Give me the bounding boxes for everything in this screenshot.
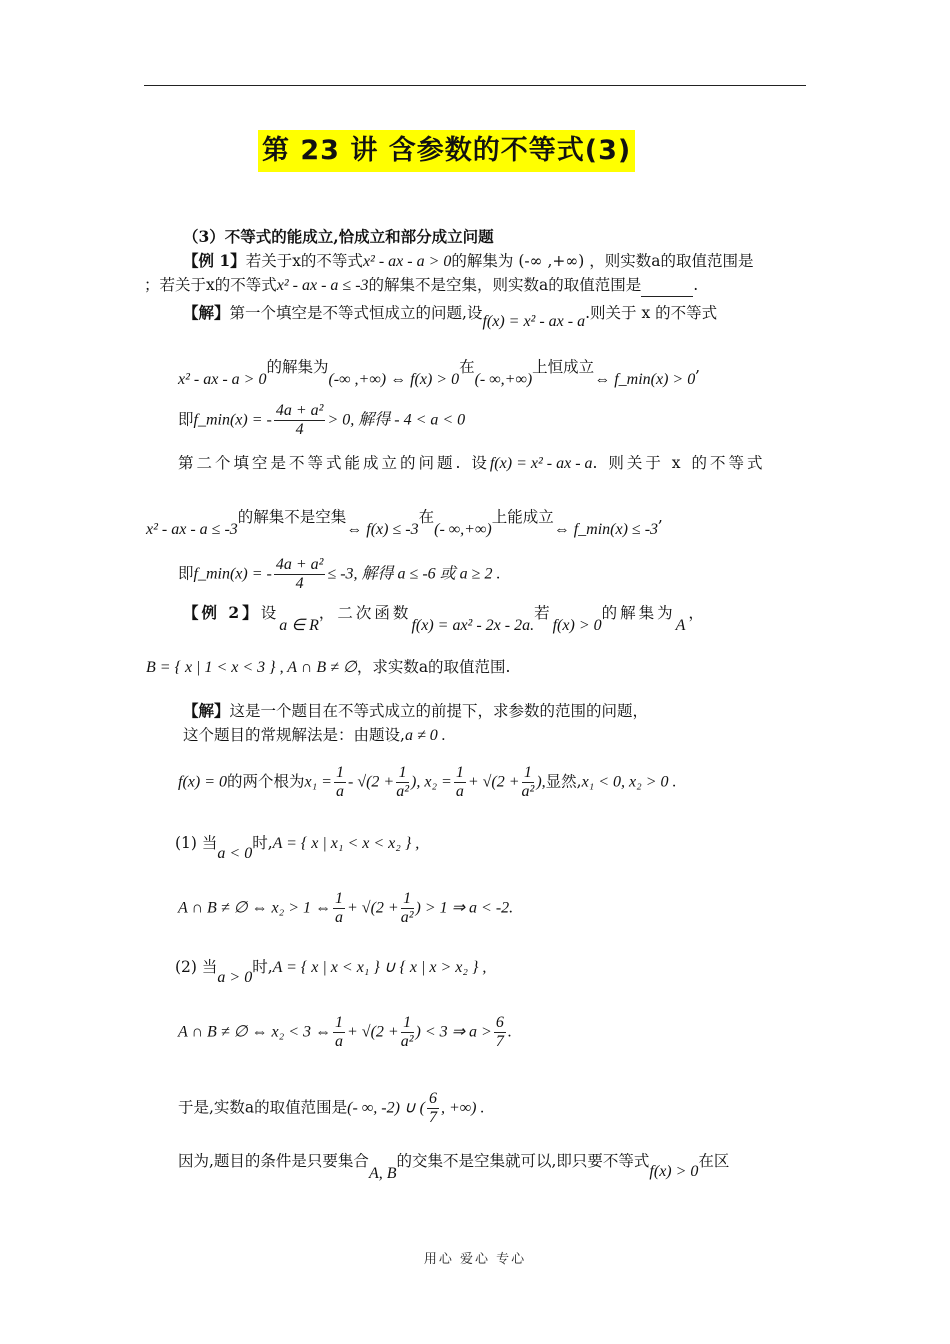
solution1-text2-end: , [695, 358, 701, 376]
case1-radical: + √(2 + [347, 899, 399, 917]
solution1-label: 【解】 [183, 303, 230, 322]
solution1-math2c: (- ∞,+∞) [474, 371, 533, 388]
example2-text1a: 设 [260, 604, 280, 622]
solution1-line2 [178, 356, 700, 391]
example2-math1b: f(x) = ax² - 2x - 2a. [411, 617, 535, 634]
example1-label: 【例 1】 [183, 251, 246, 270]
solution2-math3b: x₁ < 0, x₂ > 0 . [581, 773, 677, 791]
solution1-math1: f(x) = x² - ax - a [482, 313, 586, 330]
root-x1-inner-fraction [396, 764, 409, 801]
final-math-b: f(x) > 0 [649, 1163, 699, 1180]
case1-set: A = { x | x₁ < x < x₂ } , [272, 835, 420, 852]
solution1-line5 [146, 506, 663, 541]
solution1-fraction2 [274, 556, 326, 593]
solution1-frac1-den: 4 [295, 421, 304, 438]
solution1-text5-end: , [658, 508, 663, 526]
example2-text2: ，求实数a的取值范围. [356, 658, 511, 676]
example2-text1d: 的解集为 [601, 604, 676, 622]
solution1-math3b: > 0, 解得 - 4 < a < 0 [327, 411, 466, 429]
solution1-text2: 的解集为 [266, 358, 329, 376]
example1-text2-end: . [693, 276, 699, 294]
case2-result-den: 7 [495, 1033, 504, 1050]
example1-text1-tail: 的解集为 (-∞ ,+∞) ，则实数a的取值范围是 [451, 252, 754, 270]
case2-math-a: A ∩ B ≠ ∅ ⇔ x₂ < 3 ⇔ [178, 1023, 331, 1041]
root-x1-num: 1 [335, 764, 344, 781]
case1-condition: a < 0 [217, 845, 253, 862]
case1-when: 时, [252, 834, 273, 852]
example2-line1 [183, 602, 707, 637]
case2-set: A = { x | x < x₁ } ∪ { x | x > x₂ } , [272, 959, 487, 976]
solution1-math6a: f_min(x) = - [193, 565, 272, 583]
case1-num: 1 [335, 890, 343, 907]
case1-inner-den: a² [400, 909, 414, 926]
conclusion-den: 7 [428, 1109, 437, 1126]
example1-math2: x² - ax - a ≤ -3 [276, 277, 369, 294]
solution1-math4: f(x) = x² - ax - a [489, 455, 593, 472]
solution2-text3: 的两个根为 [227, 772, 305, 791]
solution1-math5b: ⇔ f(x) ≤ -3 [346, 521, 419, 538]
example1-text1: 若关于x的不等式 [245, 252, 363, 270]
case2-radical: + √(2 + [347, 1023, 399, 1041]
case1-label: (1) 当 [175, 834, 218, 852]
case2-fraction [333, 1014, 345, 1051]
root-x2-inner-fraction [522, 764, 535, 801]
conclusion-text: 于是,实数a的取值范围是 [178, 1098, 348, 1117]
solution1-prefix3: 即 [178, 410, 194, 429]
root-x1-fraction [334, 764, 346, 801]
solution1-math5c: (- ∞,+∞) [434, 521, 492, 538]
example2-math1a: a ∈ R [279, 617, 319, 634]
example2-math1d: A [675, 617, 689, 634]
case1-math-a: A ∩ B ≠ ∅ ⇔ x₂ > 1 ⇔ [178, 899, 331, 917]
solution2-math2: a ≠ 0 . [404, 727, 446, 744]
example1-line1 [183, 250, 753, 273]
example2-text1e: ， [688, 604, 707, 622]
example1-line2 [144, 274, 698, 297]
example2-line2 [146, 656, 510, 679]
example2-text1b: ，二次函数 [318, 604, 412, 622]
case1-inner-fraction [401, 890, 414, 927]
solution1-math3a: f_min(x) = - [193, 411, 272, 429]
case2-result-fraction [494, 1014, 506, 1051]
case2-when: 时, [252, 958, 273, 976]
conclusion-num: 6 [428, 1090, 437, 1107]
solution2-math3a: f(x) = 0 [178, 773, 227, 791]
conclusion-math-b: , +∞) . [440, 1099, 485, 1117]
case2-label: (2) 当 [175, 958, 218, 976]
solution2-line1 [183, 700, 648, 722]
solution1-text1-tail: .则关于 x 的不等式 [585, 304, 718, 322]
final-text: 因为,题目的条件是只要集合 [178, 1152, 369, 1170]
header-rule [144, 85, 806, 86]
solution1-text5: 的解集不是空集 [237, 508, 347, 526]
root-x1-radical: - √(2 + [347, 773, 395, 791]
conclusion-math-a: (- ∞, -2) ∪ ( [347, 1099, 425, 1117]
root-x2-inner-den: a² [521, 783, 535, 800]
solution1-math2a: x² - ax - a > 0 [178, 371, 267, 388]
root-x1-label: x₁ = [304, 773, 332, 791]
example2-label: 【例 2】 [183, 603, 261, 622]
case2-num: 1 [335, 1014, 343, 1031]
solution2-line3 [178, 764, 677, 801]
case2-line1 [175, 956, 486, 989]
solution2-text2: 这个题目的常规解法是：由题设, [183, 726, 405, 744]
case2-inner-fraction [401, 1014, 414, 1051]
case2-result-num: 6 [495, 1014, 504, 1031]
case2-den: a [335, 1033, 343, 1050]
solution1-text1: 第一个填空是不等式恒成立的问题,设 [229, 304, 483, 322]
conclusion-fraction [427, 1090, 439, 1127]
solution1-line4 [178, 452, 765, 475]
root-x1-den: a [335, 783, 344, 800]
solution1-frac2-den: 4 [295, 575, 304, 592]
case2-math-b: ) < 3 ⇒ a > [415, 1023, 492, 1041]
solution1-frac1-num: 4a + a² [275, 402, 324, 419]
case1-line2 [178, 890, 513, 927]
root-x1-inner-num: 1 [396, 764, 409, 783]
case1-den: a [335, 909, 343, 926]
root-x2-num: 1 [455, 764, 464, 781]
root-x2-inner-num: 1 [522, 764, 535, 783]
example2-text1c: 若 [534, 604, 553, 622]
solution1-text4: 第二个填空是不等式能成立的问题. 设 [178, 454, 490, 472]
page-footer: 用心 爱心 专心 [423, 1252, 527, 1267]
case1-inner-num: 1 [401, 890, 414, 909]
solution1-math5d: ⇔ f_min(x) ≤ -3 [553, 521, 659, 538]
solution1-fraction1 [274, 402, 326, 439]
root-x2-den: a [455, 783, 464, 800]
example2-math2: B = { x | 1 < x < 3 } , A ∩ B ≠ ∅ [146, 659, 357, 676]
example1-math1: x² - ax - a > 0 [362, 253, 452, 270]
solution1-math2b: (-∞ ,+∞) ⇔ f(x) > 0 [328, 371, 460, 388]
section-heading: （3）不等式的能成立,恰成立和部分成立问题 [183, 227, 494, 246]
case2-line2 [178, 1014, 512, 1051]
solution1-prefix6: 即 [178, 564, 194, 583]
solution1-math2d: ⇔ f_min(x) > 0 [594, 371, 696, 388]
solution1-line1 [183, 302, 717, 333]
final-line [178, 1150, 729, 1185]
solution1-text2c: 上恒成立 [532, 358, 595, 376]
solution1-math6b: ≤ -3, 解得 a ≤ -6 或 a ≥ 2 . [327, 565, 501, 583]
root-x2-fraction [454, 764, 466, 801]
example2-math1c: f(x) > 0 [552, 617, 602, 634]
root-x2-radical: + √(2 + [467, 773, 520, 791]
solution2-line2 [183, 724, 446, 747]
solution1-line3 [178, 402, 465, 439]
solution1-text4-tail: . 则关于 x 的不等式 [592, 454, 766, 472]
answer-blank [641, 280, 693, 297]
case2-end: . [507, 1023, 512, 1041]
case1-math-b: ) > 1 ⇒ a < -2. [415, 899, 514, 917]
final-text3: 在区 [698, 1152, 730, 1170]
example1-text2: ；若关于x的不等式 [144, 276, 277, 294]
case1-line1 [175, 832, 419, 865]
page-title: 第 23 讲 含参数的不等式(3) [258, 130, 635, 172]
root-x2-label: ), x₂ = [411, 773, 452, 791]
root-x1-inner-den: a² [396, 783, 410, 800]
final-text2: 的交集不是空集就可以,即只要不等式 [396, 1152, 650, 1170]
solution1-text2b: 在 [459, 358, 475, 376]
solution1-text5b: 在 [418, 508, 435, 526]
root-x2-end: ), [536, 773, 546, 791]
solution2-text3b: 显然, [545, 772, 582, 791]
case2-inner-num: 1 [401, 1014, 414, 1033]
final-math-a: A, B [368, 1165, 397, 1182]
solution1-text5c: 上能成立 [491, 508, 554, 526]
solution2-label: 【解】 [183, 701, 230, 720]
case1-fraction [333, 890, 345, 927]
example1-text2-tail: 的解集不是空集，则实数a的取值范围是 [368, 276, 642, 294]
conclusion-line [178, 1090, 484, 1127]
solution1-line6 [178, 556, 500, 593]
solution1-math5a: x² - ax - a ≤ -3 [146, 521, 238, 538]
case2-condition: a > 0 [217, 969, 253, 986]
solution2-text1: 这是一个题目在不等式成立的前提下，求参数的范围的问题， [229, 702, 649, 720]
case2-inner-den: a² [400, 1033, 414, 1050]
solution1-frac2-num: 4a + a² [275, 556, 324, 573]
